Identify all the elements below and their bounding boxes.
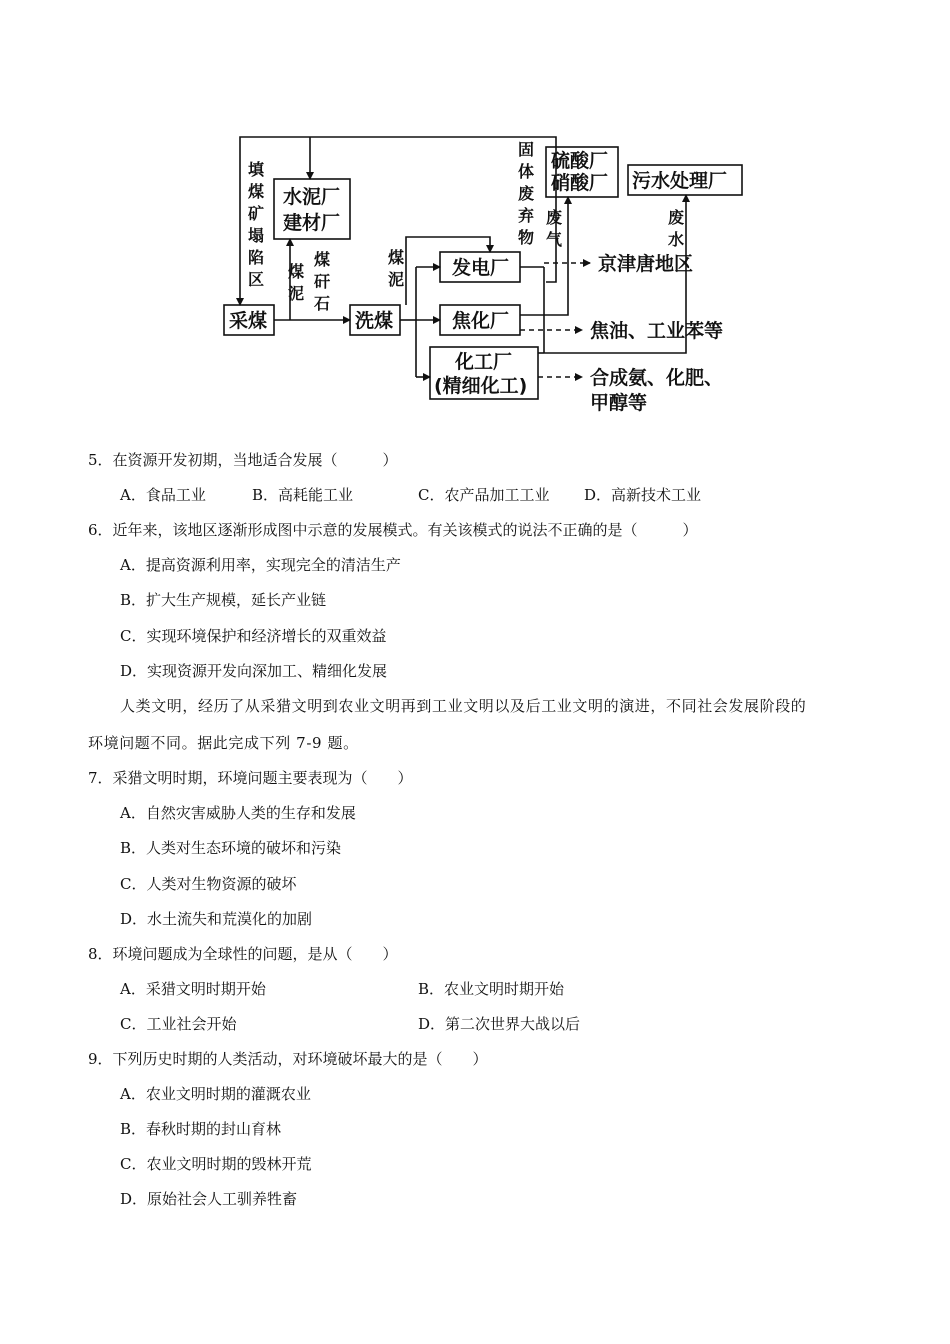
label-meiganshi-2: 矸 <box>314 272 331 291</box>
label-qi: 弃 <box>518 206 535 225</box>
output-hecheng-line1: 合成氨、化肥、 <box>590 367 724 389</box>
label-tian: 填 <box>248 160 265 179</box>
label-fadianchang: 发电厂 <box>452 257 510 279</box>
label-feishui-1: 废 <box>668 208 685 227</box>
question-9-stem: 9．下列历史时期的人类活动，对环境破坏最大的是（ ） <box>88 1050 488 1068</box>
question-7-option-c: C．人类对生物资源的破坏 <box>120 875 297 893</box>
question-6-option-c: C．实现环境保护和经济增长的双重效益 <box>120 627 387 645</box>
label-jiancaichang: 建材厂 <box>283 212 341 234</box>
question-5-option-d: D．高新技术工业 <box>584 486 702 504</box>
label-meini-a1: 煤 <box>288 262 305 281</box>
question-5-option-c: C．农产品加工工业 <box>418 486 550 504</box>
label-wushuichang: 污水处理厂 <box>632 170 728 192</box>
question-9-option-a: A．农业文明时期的灌溉农业 <box>120 1085 311 1103</box>
label-feiqi-1: 废 <box>546 208 563 227</box>
question-9-option-d: D．原始社会人工驯养牲畜 <box>120 1190 298 1208</box>
output-hecheng-line2: 甲醇等 <box>590 392 648 414</box>
label-gu: 固 <box>518 140 535 159</box>
label-meini-a2: 泥 <box>288 284 305 303</box>
question-6-stem: 6．近年来，该地区逐渐形成图中示意的发展模式。有关该模式的说法不正确的是（ ） <box>88 521 698 539</box>
question-6-option-a: A．提高资源利用率，实现完全的清洁生产 <box>120 556 401 574</box>
question-7-stem: 7．采猎文明时期，环境问题主要表现为（ ） <box>88 769 413 787</box>
industry-flow-diagram <box>210 125 770 425</box>
label-kuang: 矿 <box>248 204 265 223</box>
question-5-stem: 5．在资源开发初期，当地适合发展（ ） <box>88 451 398 469</box>
label-meini-b2: 泥 <box>388 270 405 289</box>
label-ti: 体 <box>518 162 535 181</box>
label-jiaohuachang: 焦化厂 <box>452 310 510 332</box>
label-meiganshi-3: 石 <box>314 294 331 313</box>
question-5-option-a: A．食品工业 <box>120 486 206 504</box>
question-6-option-b: B．扩大生产规模，延长产业链 <box>120 591 327 609</box>
label-fei: 废 <box>518 184 535 203</box>
label-xian: 陷 <box>248 248 265 267</box>
label-ta: 塌 <box>248 226 265 245</box>
label-xiaosuanchang: 硝酸厂 <box>551 172 609 194</box>
passage-intro-line1: 人类文明，经历了从采猎文明到农业文明再到工业文明以及后工业文明的演进，不同社会发展阶段的 <box>120 697 807 715</box>
question-5-option-b: B．高耗能工业 <box>252 486 354 504</box>
passage-intro-line2: 环境问题不同。据此完成下列 7-9 题。 <box>88 734 359 752</box>
label-meini-b1: 煤 <box>388 248 405 267</box>
label-mei: 煤 <box>248 182 265 201</box>
question-7-option-b: B．人类对生态环境的破坏和污染 <box>120 839 342 857</box>
question-9-option-b: B．春秋时期的封山育林 <box>120 1120 282 1138</box>
label-ximei: 洗煤 <box>355 310 394 332</box>
question-8-option-a: A．采猎文明时期开始 <box>120 980 266 998</box>
question-8-stem: 8．环境问题成为全球性的问题，是从（ ） <box>88 945 398 963</box>
output-jingjintang: 京津唐地区 <box>598 253 694 275</box>
question-9-option-c: C．农业文明时期的毁林开荒 <box>120 1155 312 1173</box>
label-liusuanchang: 硫酸厂 <box>551 150 609 172</box>
label-huagongchang: 化工厂 <box>455 351 513 373</box>
label-caimei: 采煤 <box>229 310 268 332</box>
label-wu: 物 <box>518 228 535 247</box>
question-7-option-d: D．水土流失和荒漠化的加剧 <box>120 910 313 928</box>
output-jiaoyou: 焦油、工业苯等 <box>590 320 724 342</box>
label-qu: 区 <box>248 270 265 289</box>
question-8-option-b: B．农业文明时期开始 <box>418 980 565 998</box>
label-meiganshi-1: 煤 <box>314 250 331 269</box>
label-feiqi-2: 气 <box>546 230 563 249</box>
label-feishui-2: 水 <box>668 230 685 249</box>
question-8-option-d: D．第二次世界大战以后 <box>418 1015 581 1033</box>
question-8-option-c: C．工业社会开始 <box>120 1015 237 1033</box>
question-6-option-d: D．实现资源开发向深加工、精细化发展 <box>120 662 388 680</box>
question-7-option-a: A．自然灾害威胁人类的生存和发展 <box>120 804 356 822</box>
label-shuinichang: 水泥厂 <box>283 186 341 208</box>
label-jingxihuagong: (精细化工) <box>434 375 528 397</box>
